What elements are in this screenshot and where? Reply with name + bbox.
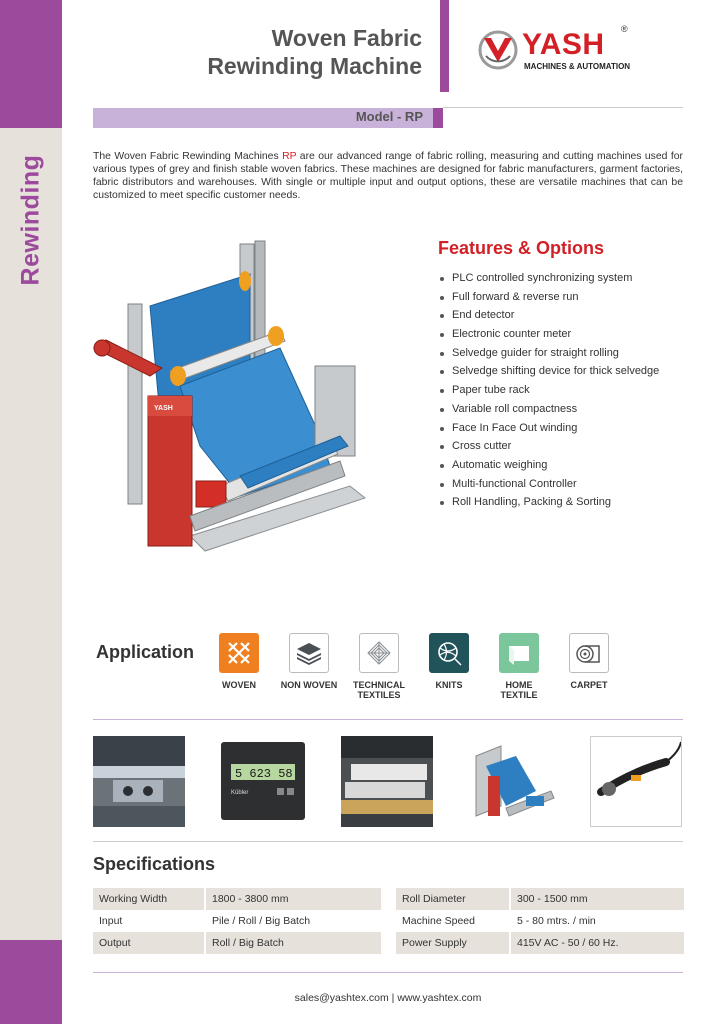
carpet-icon bbox=[569, 633, 609, 673]
woven-icon bbox=[219, 633, 259, 673]
application-title: Application bbox=[96, 642, 194, 662]
feature-item: Selvedge guider for straight rolling bbox=[438, 344, 698, 363]
table-row: Power Supply 415V AC - 50 / 60 Hz. bbox=[396, 932, 684, 954]
feature-item: Full forward & reverse run bbox=[438, 288, 698, 307]
application-home-textile: HOME TEXTILE bbox=[479, 633, 559, 700]
feature-item: Face In Face Out winding bbox=[438, 419, 698, 438]
title-accent-bar bbox=[440, 0, 449, 92]
technical-textiles-icon bbox=[359, 633, 399, 673]
specs-table-right bbox=[396, 888, 684, 954]
photo-machine-render bbox=[466, 736, 558, 827]
feature-item: Multi-functional Controller bbox=[438, 475, 698, 494]
table-row: Input Pile / Roll / Big Batch bbox=[93, 910, 381, 932]
model-highlight: RP bbox=[282, 151, 297, 162]
photo-machine-closeup bbox=[93, 736, 185, 827]
feature-item: Cross cutter bbox=[438, 437, 698, 456]
table-row: Roll Diameter 300 - 1500 mm bbox=[396, 888, 684, 910]
table-row: Output Roll / Big Batch bbox=[93, 932, 381, 954]
model-accent bbox=[433, 108, 443, 128]
application-carpet: CARPET bbox=[549, 633, 629, 690]
home-textile-icon bbox=[499, 633, 539, 673]
side-category-label: Rewinding bbox=[16, 154, 45, 286]
machine-illustration bbox=[90, 236, 390, 566]
application-knits: KNITS bbox=[409, 633, 489, 690]
application-woven: WOVEN bbox=[199, 633, 279, 690]
divider bbox=[93, 972, 683, 973]
features-list bbox=[438, 269, 698, 512]
feature-item: Electronic counter meter bbox=[438, 325, 698, 344]
photo-rolls bbox=[341, 736, 433, 827]
specs-table-left bbox=[93, 888, 381, 954]
feature-item: Automatic weighing bbox=[438, 456, 698, 475]
counter-display-text: 5 623 58 bbox=[235, 767, 293, 781]
divider bbox=[93, 719, 683, 720]
model-label: Model - RP bbox=[355, 109, 423, 124]
logo-subtitle: MACHINES & AUTOMATION bbox=[524, 62, 631, 71]
counter-brand-text: Kübler bbox=[231, 790, 249, 796]
feature-item: PLC controlled synchronizing system bbox=[438, 269, 698, 288]
application-technical-textiles: TECHNICAL TEXTILES bbox=[339, 633, 419, 700]
feature-item: Variable roll compactness bbox=[438, 400, 698, 419]
logo-text: YASH bbox=[522, 28, 605, 61]
footer-contact[interactable]: sales@yashtex.com | www.yashtex.com bbox=[294, 992, 482, 1004]
table-row: Working Width 1800 - 3800 mm bbox=[93, 888, 381, 910]
feature-item: Selvedge shifting device for thick selvedge bbox=[438, 362, 698, 381]
feature-item: Roll Handling, Packing & Sorting bbox=[438, 493, 698, 512]
machine-brand-label: YASH bbox=[154, 405, 173, 412]
photo-counter-meter bbox=[217, 736, 309, 827]
photo-cross-cutter bbox=[590, 736, 682, 827]
page-title: Woven Fabric Rewinding Machine bbox=[207, 25, 422, 79]
non-woven-icon bbox=[289, 633, 329, 673]
features-title: Features & Options bbox=[438, 238, 605, 258]
table-row: Machine Speed 5 - 80 mtrs. / min bbox=[396, 910, 684, 932]
application-non-woven: NON WOVEN bbox=[269, 633, 349, 690]
feature-item: End detector bbox=[438, 306, 698, 325]
divider bbox=[93, 841, 683, 842]
feature-item: Paper tube rack bbox=[438, 381, 698, 400]
registered-mark: ® bbox=[621, 24, 628, 34]
knits-icon bbox=[429, 633, 469, 673]
yash-logo bbox=[478, 24, 638, 76]
model-divider bbox=[443, 107, 683, 108]
specifications-title: Specifications bbox=[93, 854, 216, 874]
side-stripe-top bbox=[0, 0, 62, 128]
side-stripe-bottom bbox=[0, 940, 62, 1024]
yash-emblem-icon bbox=[478, 28, 518, 72]
intro-paragraph: The Woven Fabric Rewinding Machines RP are our advanced range of fabric rolling, measuring and cutting machines used for various types of grey and finish stable woven fabrics. These machines are designed for fabric manufacturers, garment factories, fabric distributors and warehouses. With single or multiple input and output options, these are versatile machines that can be customized to meet specific customer needs. bbox=[93, 151, 683, 201]
